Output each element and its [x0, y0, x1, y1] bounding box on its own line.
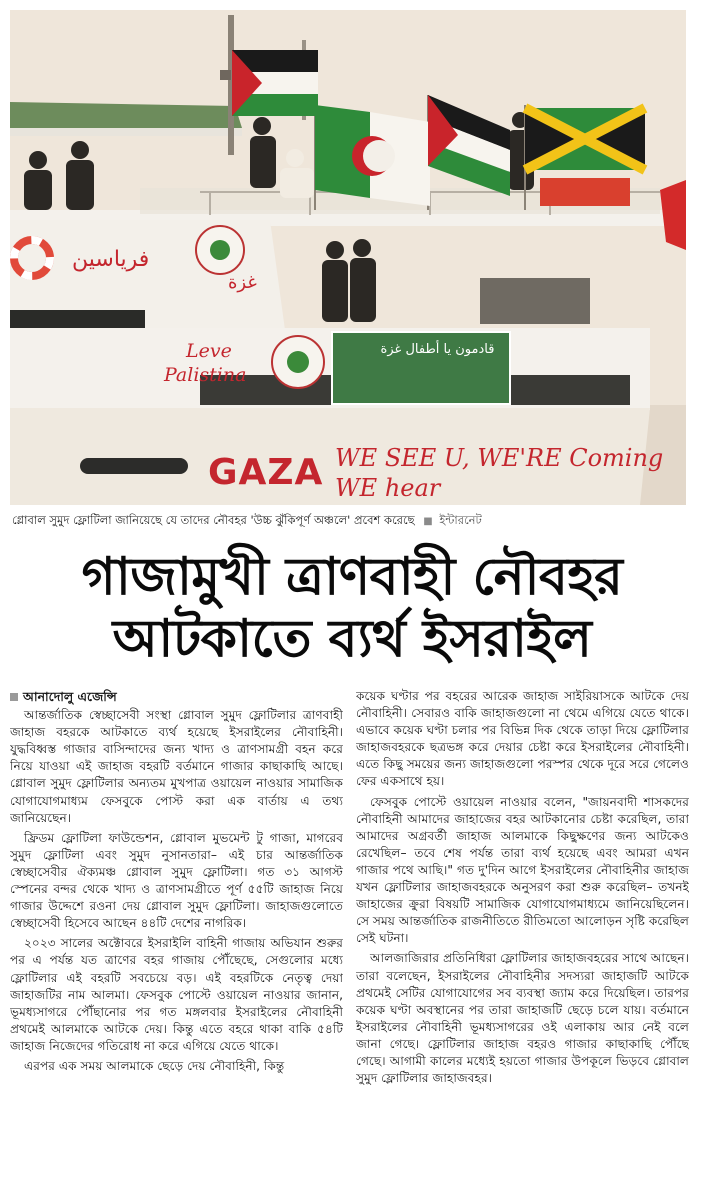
banner-line-2: Palistina: [164, 364, 247, 386]
article-paragraph: আন্তর্জাতিক স্বেচ্ছাসেবী সংস্থা গ্লোবাল সুমুদ ফ্লোটিলার ত্রাণবাহী জাহাজ বহরকে আটকাতে ব্যর্থ হয়েছে ইসরাইলের নৌবাহিনী। যুদ্ধবিধ্বস্ত গাজার বাসিন্দাদের জন্য খাদ্য ও ত্রাণসামগ্রী বহন করে নিয়ে যাওয়া এই জাহাজ বহরটি বর্তমানে গাজার কাছাকাছি আছে। গ্লোবাল সুমুদ ফ্লোটিলার অন্যতম মুখপাত্র ওয়ায়েল নাওয়ার সামাজিক যোগাযোগমাধ্যম ফেসবুকে পোস্ট করা এক বার্তায় এ তথ্য জানিয়েছেন।: [10, 708, 343, 825]
article-paragraph: এরপর এক সময় আলমাকে ছেড়ে দেয় নৌবাহিনী, কিন্তু: [24, 1058, 285, 1073]
caption-credit: ইন্টারনেট: [439, 513, 482, 527]
hull-graffiti: [200, 442, 670, 505]
byline-square-icon: [10, 693, 18, 701]
hull-line-1: WE SEE U, WE'RE Coming: [335, 444, 664, 472]
article-column-right: [356, 688, 689, 1178]
arabic-graffiti-gaza: غزة: [228, 272, 257, 293]
caption-separator-icon: ■: [423, 516, 433, 527]
article-paragraph: আলজাজিরার প্রতিনিধিরা ফ্লোটিলার জাহাজবহরের সাথে আছেন। তারা বলেছেন, ইসরাইলের নৌবাহিনীর সদস্যরা জাহাজটি আটকে প্রথমেই সেটির যোগাযোগের সব ব্যবস্থা জ্যাম করে দিয়েছিল। তারপর কয়েক ঘণ্টা অবস্থানের পর তারা জাহাজটি ছেড়ে চলে যায়। বর্তমানে ইসরাইলের নৌবাহিনী ভূমধ্যসাগরের ওই এলাকায় আর নেই বলে জানা গেছে। ফ্লোটিলার জাহাজ বহরও গাজার কাছাকাছি পৌঁছে গেছে। আগামী কালের মধ্যেই হয়তো গাজার উপকূলে ভিড়বে গ্লোবাল সুমুদ ফ্লোটিলার জাহাজবহর।: [356, 951, 689, 1086]
news-photo: [10, 10, 686, 505]
hull-line-2: WE hear: [335, 474, 441, 502]
headline: [10, 546, 694, 670]
article-paragraph: ২০২৩ সালের অক্টোবরে ইসরাইলি বাহিনী গাজায় অভিযান শুরুর পর এ পর্যন্ত যত ত্রাণের বহর গাজায় পৌঁছেছে, সেগুলোর মধ্যে ফ্লোটিলার এই বহরটি সবচেয়ে বড়। এই বহরটিকে নেতৃত্ব দেয়া জাহাজটির নাম আলমা। ফেসবুক পোস্টে ওয়ায়েল নাওয়ার জানান, ভূমধ্যসাগরে পৌঁছানোর পর গত মঙ্গলবার ইসরাইলের নৌবাহিনী প্রথমেই আলমাকে আটকে দেয়। কিন্তু এতে বহরে থাকা বাকি ৫৪টি জাহাজ নিজেদের গতিরোধ না করে এগিয়ে যেতে থাকে।: [10, 936, 343, 1053]
algeria-flag-icon: [315, 105, 430, 206]
caption-text: গ্লোবাল সুমুদ ফ্লোটিলা জানিয়েছে যে তাদের নৌবহর 'উচ্চ ঝুঁকিপূর্ণ অঞ্চলে' প্রবেশ করেছে: [12, 513, 415, 527]
article-paragraph: কয়েক ঘণ্টার পর বহরের আরেক জাহাজ সাইরিয়াসকে আটকে দেয় নৌবাহিনী। সেবারও বাকি জাহাজগুলো না থেমে এগিয়ে যেতে থাকে। এভাবে কয়েক ঘণ্টা চলার পর বিভিন্ন দিক থেকে তাড়া দিয়ে ফ্লোটিলার জাহাজবহরকে ছত্রভঙ্গ করে দেয়ার চেষ্টা করে ইসরাইলের নৌবাহিনী। এতে কিছু সময়ের জন্য জাহাজগুলো পরস্পর থেকে দূরে সরে গেলেও ফের একসাথে হয়।: [356, 689, 689, 789]
article-paragraph: ফেসবুক পোস্টে ওয়ায়েল নাওয়ার বলেন, "জায়নবাদী শাসকদের নৌবাহিনী আমাদের জাহাজের বহর আটকানোর চেষ্টা করেছিল, তারা আমাদের অগ্রবর্তী জাহাজ আলমাকে কিছুক্ষণের জন্য আটকেও রেখেছিল– তবে শেষ পর্যন্ত তারা ব্যর্থ হয়েছে এবং আমরা এখন গাজার পথে আছি।" গত দু'দিন আগে ইসরাইলের নৌবাহিনীর জাহাজ যখন ফ্লোটিলার জাহাজবহরকে অনুসরণ করা শুরু করেছিল– তখনই জাহাজের ক্রুরা বিষয়টি সামাজিক যোগাযোগমাধ্যমে জানিয়েছিলেন। সে সময় আন্তর্জাতিক রাজনীতিতে রীতিমতো আলোড়ন সৃষ্টি করেছিল সেই ঘটনা।: [356, 794, 689, 946]
hull-gaza-text: GAZA: [208, 452, 324, 493]
palestine-flag-icon: [232, 50, 318, 116]
leve-palistina-banner: [158, 340, 278, 400]
article-paragraph: ফ্রিডম ফ্লোটিলা ফাউন্ডেশন, গ্লোবাল মুভমেন্ট টু গাজা, মাগরেব সুমুদ ফ্লোটিলা এবং সুমুদ নুসানতারা– এই চার আন্তর্জাতিক স্বেচ্ছাসেবীর ঐক্যমঞ্চ গ্লোবাল সুমুদ ফ্লোটিলা। গত ৩১ আগস্ট স্পেনের বন্দর থেকে খাদ্য ও ত্রাণসামগ্রীতে পূর্ণ ৫৫টি জাহাজ নিয়ে গাজার উদ্দেশে রওনা দেয় গ্লোবাল সুমুদ ফ্লোটিলা। জাহাজগুলোতে স্বেচ্ছাসেবী হিসেবে আছেন ৪৪টি দেশের নাগরিক।: [10, 830, 343, 931]
green-banner-text: قادمون يا أطفال غزة: [380, 342, 495, 357]
arabic-graffiti: فرياسين: [72, 247, 150, 272]
banner-line-1: Leve: [186, 340, 232, 362]
headline-line-2: আটকাতে ব্যর্থ ইসরাইল: [112, 609, 592, 669]
photo-caption: [12, 512, 692, 534]
headline-line-1: গাজামুখী ত্রাণবাহী নৌবহর: [81, 547, 623, 607]
byline-text: আনাদোলু এজেন্সি: [23, 689, 117, 704]
jamaica-flag-icon: [525, 108, 645, 170]
article-column-left: [10, 688, 343, 1178]
byline: [10, 688, 343, 705]
